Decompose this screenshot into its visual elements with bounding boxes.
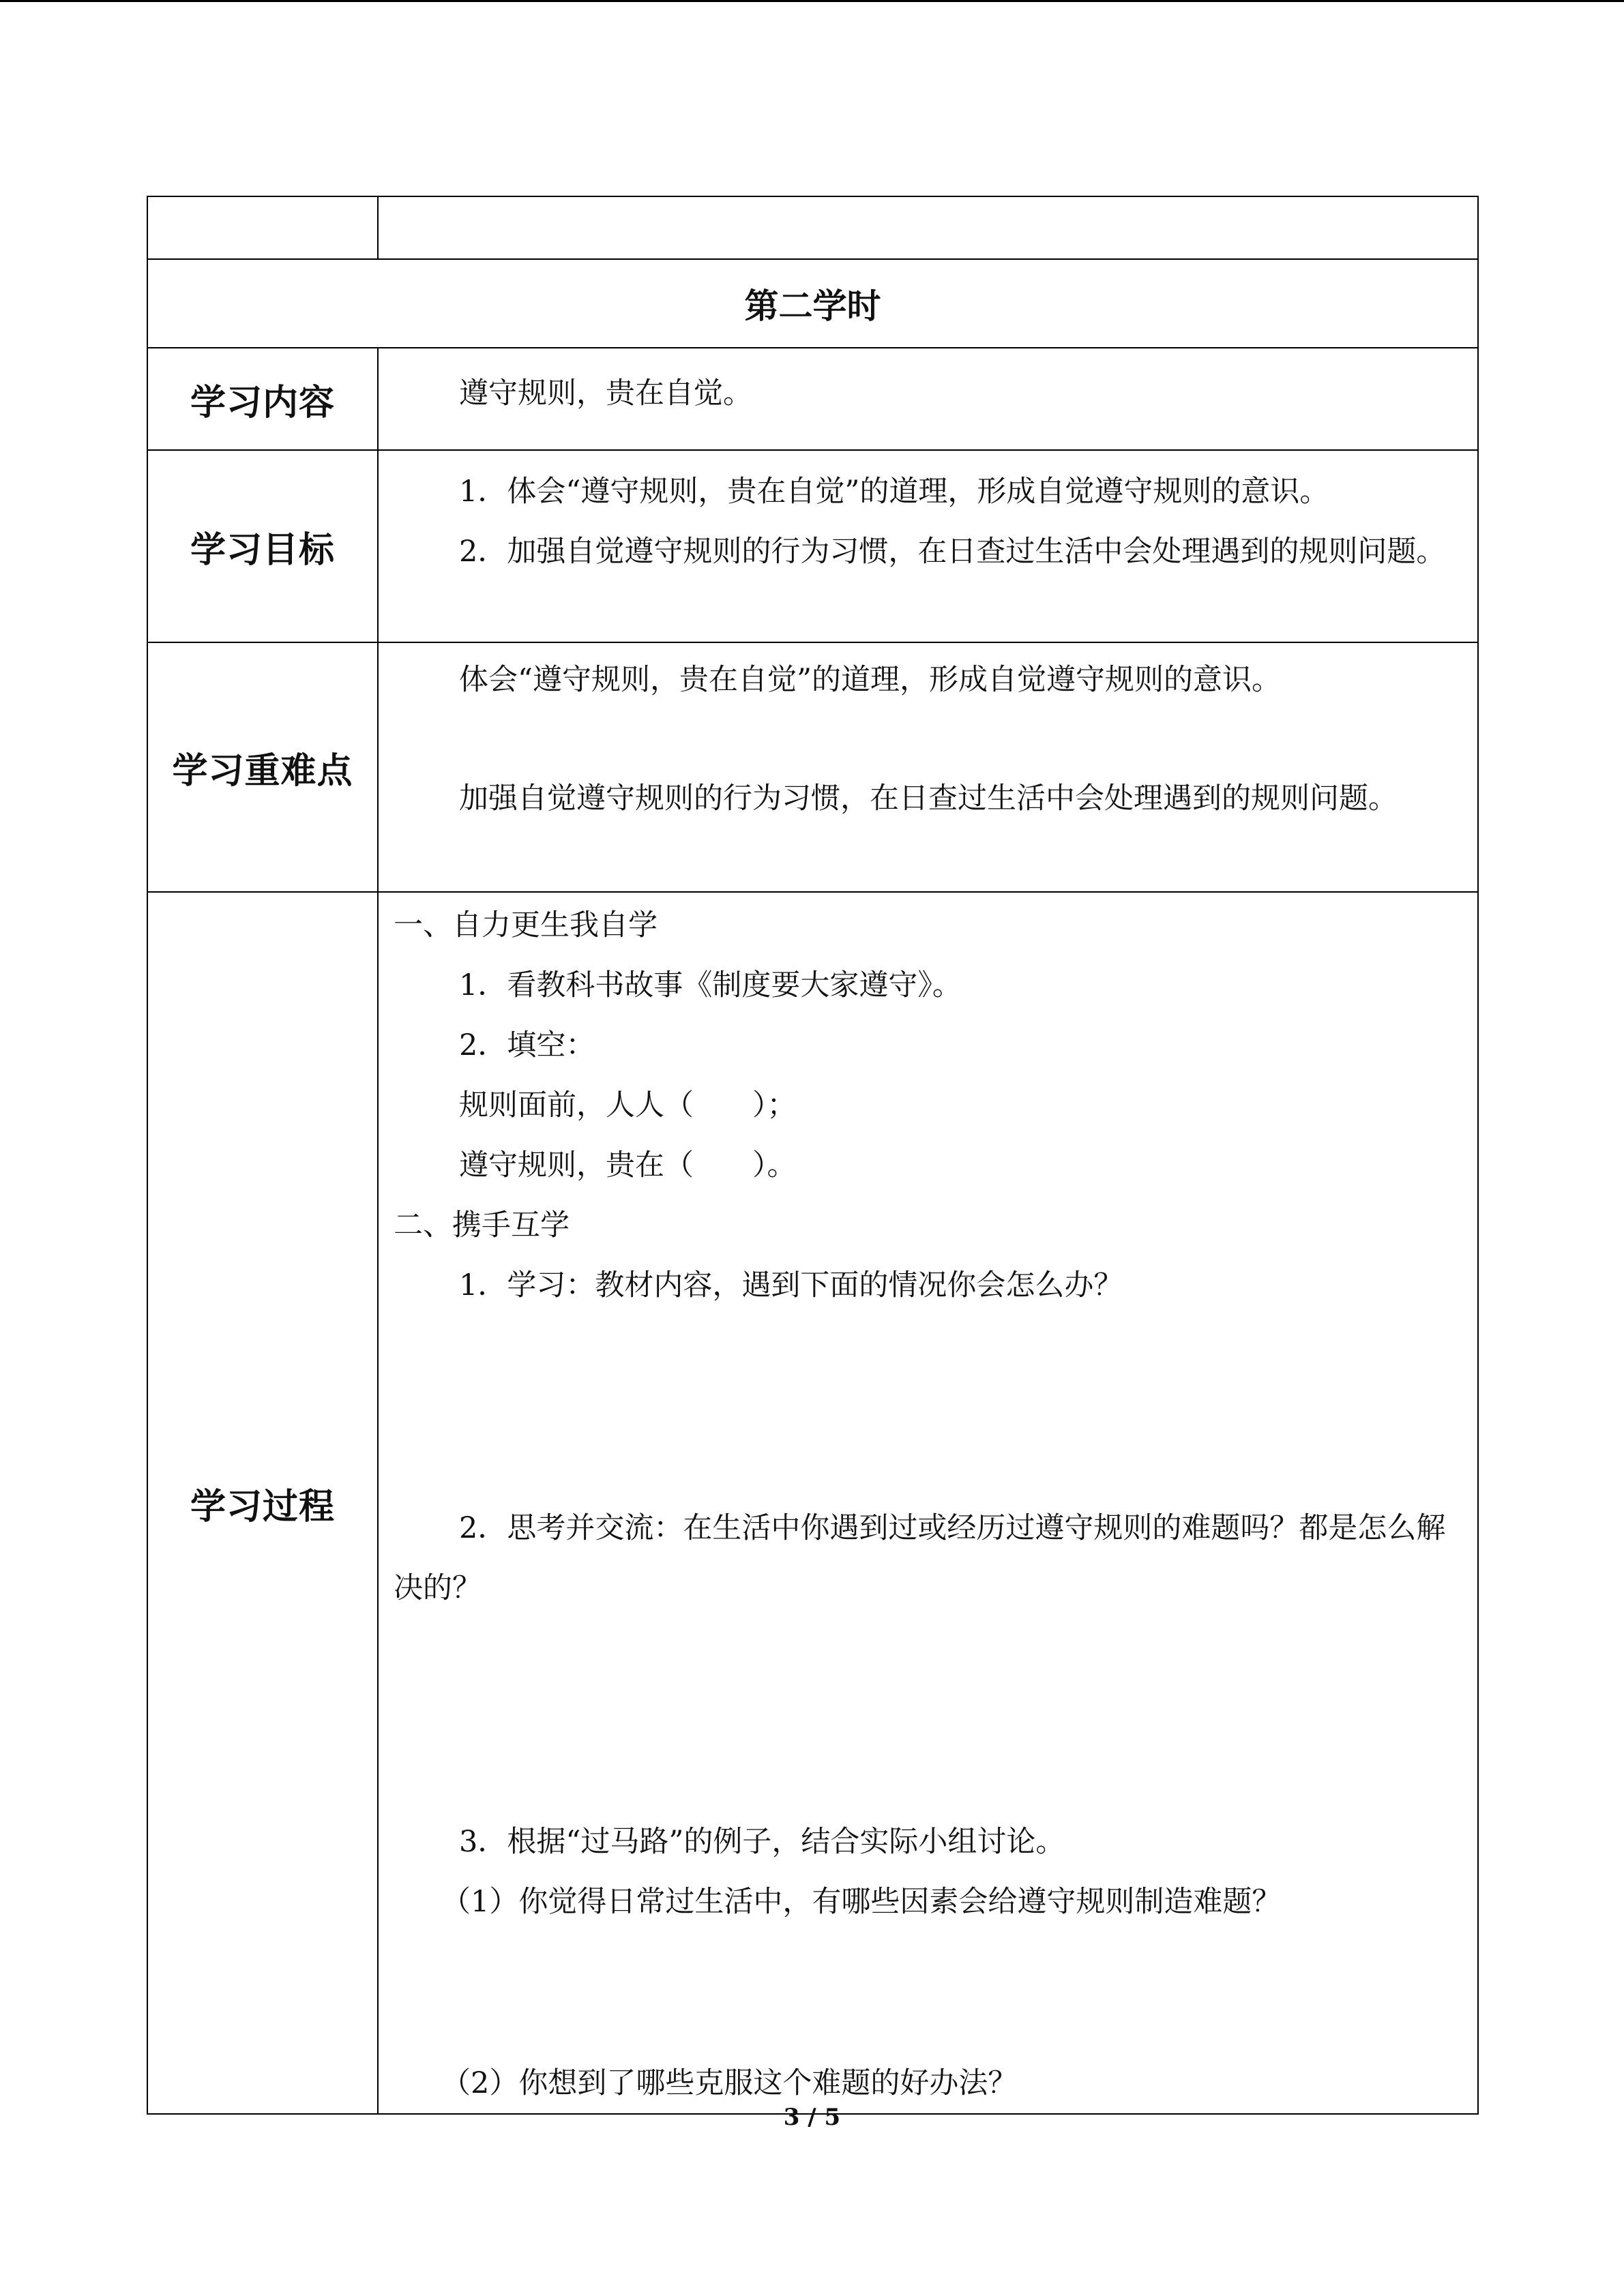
lesson-table <box>147 196 1479 2115</box>
top-border-line <box>0 0 1624 2</box>
part2-item-2: 2．思考并交流：在生活中你遇到过或经历过遵守规则的难题吗？都是怎么解决的？ <box>394 1511 1446 1605</box>
fill-blank-2: 遵守规则，贵在（ ）。 <box>459 1148 797 1182</box>
content-row <box>147 348 1478 450</box>
blank-header-row <box>147 196 1478 259</box>
key-points-label: 学习重难点 <box>147 642 378 892</box>
process-label: 学习过程 <box>147 892 378 2114</box>
fill-blank-1: 规则面前，人人（ ）； <box>459 1088 797 1122</box>
key-points-row <box>147 642 1478 892</box>
part2-heading: 二、携手互学 <box>394 1208 570 1242</box>
goals-row <box>147 450 1478 642</box>
part2-question-2: （2）你想到了哪些克服这个难题的好办法？ <box>441 2066 1018 2100</box>
section-title-row <box>147 259 1478 348</box>
part2-item-3: 3．根据“过马路”的例子，结合实际小组讨论。 <box>459 1825 1065 1859</box>
part2-item-1: 1．学习：教材内容，遇到下面的情况你会怎么办？ <box>459 1268 1123 1302</box>
content-label: 学习内容 <box>147 348 378 450</box>
part2-question-1: （1）你觉得日常过生活中，有哪些因素会给遵守规则制造难题？ <box>441 1885 1282 1919</box>
section-title: 第二学时 <box>147 259 1478 348</box>
process-body <box>378 892 1478 2114</box>
goal-item-1: 1．体会“遵守规则，贵在自觉”的道理，形成自觉遵守规则的意识。 <box>459 475 1329 509</box>
process-row <box>147 892 1478 2114</box>
blank-body-cell <box>378 196 1478 259</box>
content-text: 遵守规则，贵在自觉。 <box>459 376 752 411</box>
key-point-2: 加强自觉遵守规则的行为习惯，在日查过生活中会处理遇到的规则问题。 <box>459 781 1398 816</box>
blank-label-cell <box>147 196 378 259</box>
content-body <box>378 348 1478 450</box>
goals-label: 学习目标 <box>147 450 378 642</box>
part1-item-2: 2．填空： <box>459 1028 595 1062</box>
page-number: 3 / 5 <box>783 2104 841 2131</box>
goal-item-2: 2．加强自觉遵守规则的行为习惯，在日查过生活中会处理遇到的规则问题。 <box>459 535 1446 569</box>
part1-item-1: 1．看教科书故事《制度要大家遵守》。 <box>459 968 962 1002</box>
goals-body <box>378 450 1478 642</box>
part1-heading: 一、自力更生我自学 <box>394 908 658 942</box>
key-points-body <box>378 642 1478 892</box>
key-point-1: 体会“遵守规则，贵在自觉”的道理，形成自觉遵守规则的意识。 <box>459 663 1281 697</box>
